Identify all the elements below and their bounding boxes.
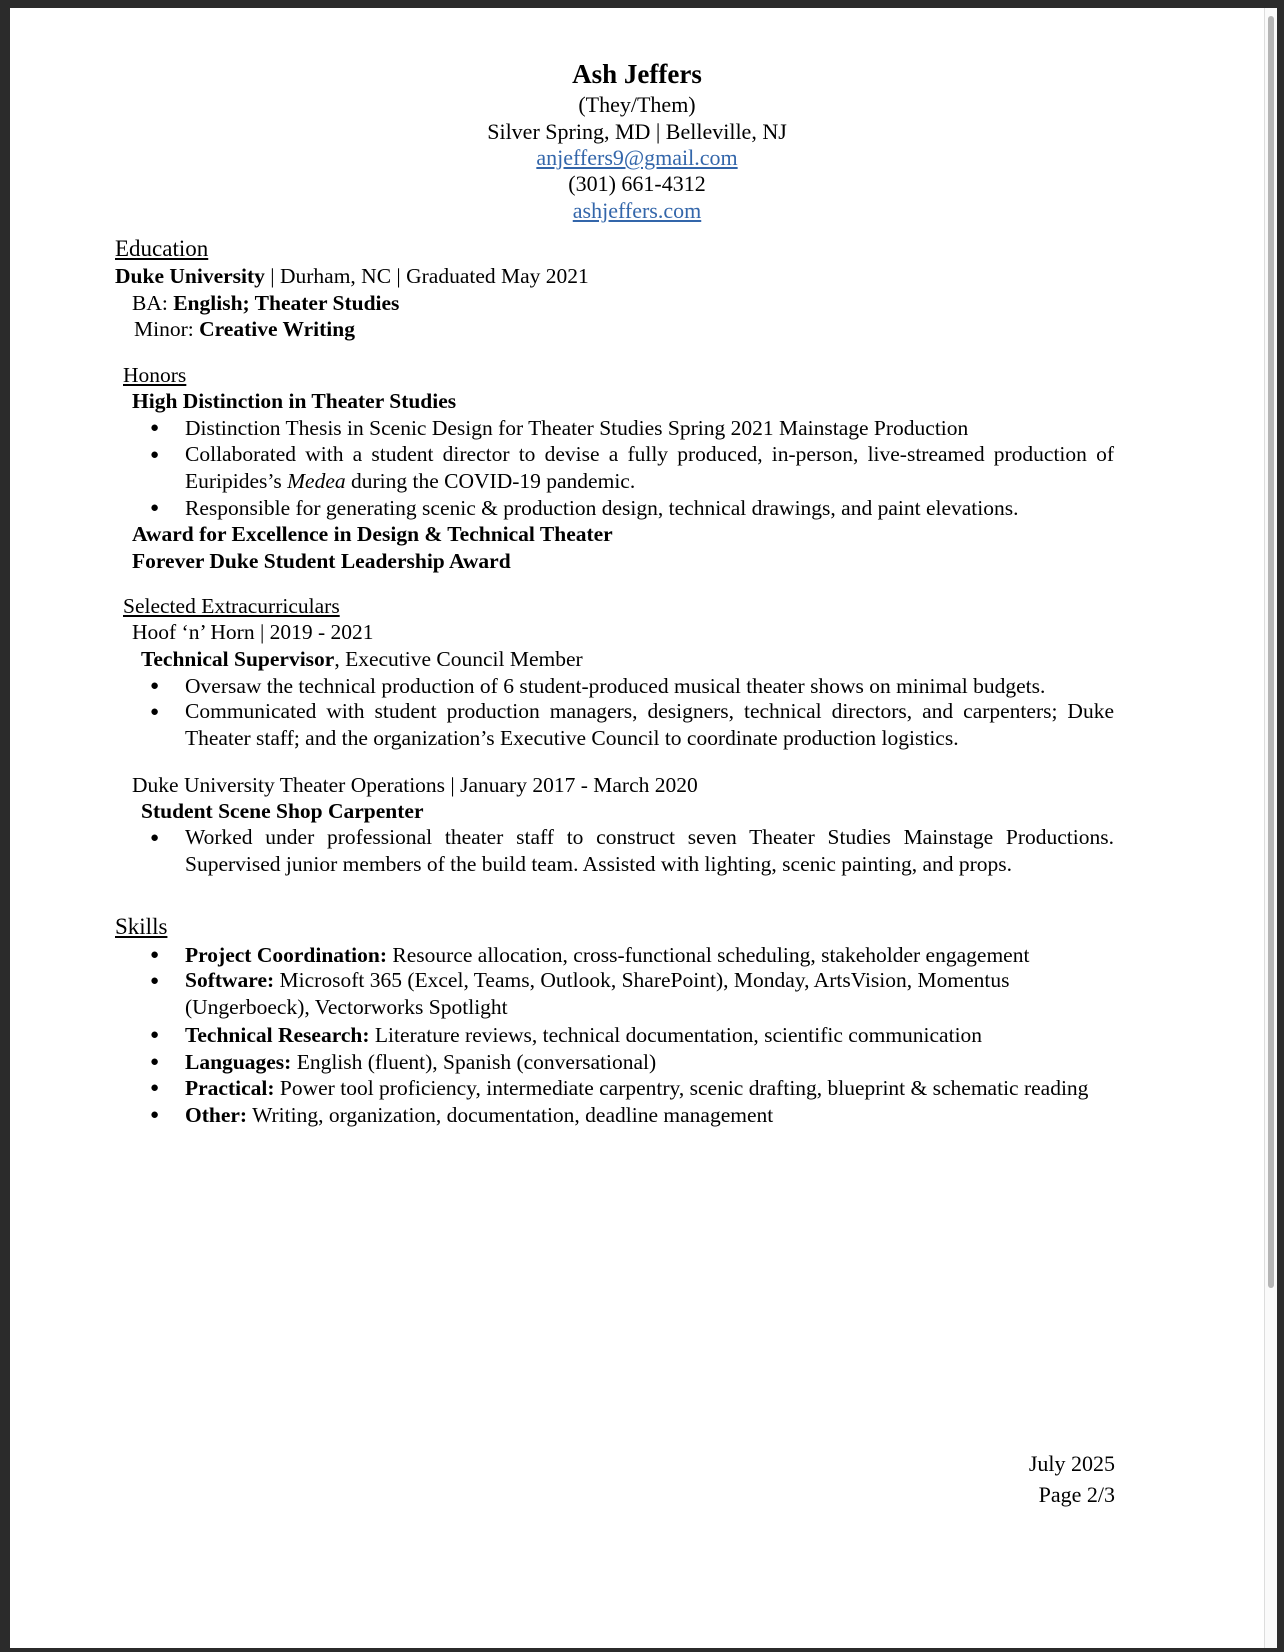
degree-label: BA: bbox=[132, 291, 174, 315]
location: Silver Spring, MD | Belleville, NJ bbox=[487, 119, 787, 144]
org-1-role-rest: , Executive Council Member bbox=[334, 647, 583, 671]
website-row bbox=[10, 197, 1264, 225]
document-page bbox=[10, 8, 1264, 1648]
website-link[interactable]: ashjeffers.com bbox=[572, 198, 702, 223]
education-heading: Education bbox=[115, 236, 209, 261]
skill-label: Languages: bbox=[185, 1050, 292, 1074]
bullet-icon: ● bbox=[150, 447, 160, 463]
skill-item bbox=[185, 967, 1035, 1021]
school-name: Duke University bbox=[115, 264, 265, 288]
bullet-icon: ● bbox=[150, 704, 160, 720]
honors-title-2: Award for Excellence in Design & Technical Theater bbox=[132, 522, 613, 546]
bullet-icon: ● bbox=[150, 947, 160, 963]
email-link[interactable]: anjeffers9@gmail.com bbox=[536, 145, 738, 170]
org-1-role bbox=[141, 645, 583, 673]
minor-label: Minor: bbox=[134, 317, 200, 341]
honors-bullet-1: Distinction Thesis in Scenic Design for Theater Studies Spring 2021 Mainstage Production bbox=[185, 416, 969, 440]
org-1-bullet-2: Communicated with student production managers, designers, technical directors, and carpenters; Duke Theater staff; and the organization’s Executive Council to coordinate production logistics. bbox=[185, 699, 1114, 750]
skill-text: English (fluent), Spanish (conversational) bbox=[291, 1050, 657, 1074]
skill-text: Literature reviews, technical documentation, scientific communication bbox=[369, 1023, 983, 1047]
skill-text: Power tool proficiency, intermediate carpentry, scenic drafting, blueprint & schematic reading bbox=[274, 1076, 1089, 1100]
vertical-scrollbar[interactable] bbox=[1264, 8, 1277, 1648]
honors-bullet-3: Responsible for generating scenic & production design, technical drawings, and paint elevations. bbox=[185, 496, 1019, 520]
bullet-icon: ● bbox=[150, 1054, 160, 1070]
bullet-icon: ● bbox=[150, 678, 160, 694]
degree-line bbox=[132, 289, 399, 317]
bullet-icon: ● bbox=[150, 500, 160, 516]
bullet-icon: ● bbox=[150, 973, 160, 989]
skill-label: Other: bbox=[185, 1103, 248, 1127]
honors-bullet-2 bbox=[185, 441, 1114, 495]
skill-item bbox=[185, 941, 1029, 969]
org-1-role-title: Technical Supervisor bbox=[141, 647, 335, 671]
org-1-bullet-1: Oversaw the technical production of 6 student-produced musical theater shows on minimal budgets. bbox=[185, 674, 1046, 698]
phone: (301) 661-4312 bbox=[568, 171, 706, 196]
org-2: Duke University Theater Operations | January 2017 - March 2020 bbox=[132, 773, 698, 797]
honors-bullet-2-italic: Medea bbox=[287, 469, 346, 493]
skill-label: Practical: bbox=[185, 1076, 275, 1100]
email-row bbox=[10, 144, 1264, 172]
minor-line bbox=[134, 315, 355, 343]
extracurriculars-heading: Selected Extracurriculars bbox=[123, 594, 340, 618]
education-school-line bbox=[115, 262, 589, 290]
honors-bullet-2-text: Collaborated with a student director to devise a fully produced, in-person, live-streamed production of Euripides’s bbox=[185, 442, 1114, 493]
skill-label: Technical Research: bbox=[185, 1023, 370, 1047]
skill-text: Writing, organization, documentation, deadline management bbox=[247, 1103, 774, 1127]
skill-item bbox=[185, 1048, 656, 1076]
skill-item bbox=[185, 1021, 982, 1049]
honors-bullet-2-end: during the COVID-19 pandemic. bbox=[345, 469, 636, 493]
honors-title-3: Forever Duke Student Leadership Award bbox=[132, 549, 511, 573]
page-number: Page 2/3 bbox=[1038, 1482, 1115, 1507]
org-1: Hoof ‘n’ Horn | 2019 - 2021 bbox=[132, 620, 374, 644]
skill-text: Microsoft 365 (Excel, Teams, Outlook, SharePoint), Monday, ArtsVision, Momentus (Ungerboeck), Vectorworks Spotlight bbox=[185, 968, 1010, 1019]
degree: English; Theater Studies bbox=[173, 291, 400, 315]
scrollbar-thumb[interactable] bbox=[1268, 16, 1274, 1288]
org-2-bullet-1: Worked under professional theater staff to construct seven Theater Studies Mainstage Productions. Supervised junior members of the build team. Assisted with lighting, scenic painting, and props. bbox=[185, 825, 1114, 876]
bullet-icon: ● bbox=[150, 1027, 160, 1043]
org-2-role: Student Scene Shop Carpenter bbox=[141, 799, 424, 823]
pronouns: (They/Them) bbox=[578, 92, 696, 117]
skill-label: Software: bbox=[185, 968, 275, 992]
skills-heading: Skills bbox=[115, 914, 168, 939]
bullet-icon: ● bbox=[150, 830, 160, 846]
bullet-icon: ● bbox=[150, 1080, 160, 1096]
bullet-icon: ● bbox=[150, 420, 160, 436]
footer-date: July 2025 bbox=[1028, 1451, 1115, 1476]
minor: Creative Writing bbox=[199, 317, 355, 341]
skill-text: Resource allocation, cross-functional scheduling, stakeholder engagement bbox=[387, 943, 1030, 967]
skill-item bbox=[185, 1101, 773, 1129]
candidate-name: Ash Jeffers bbox=[572, 59, 702, 89]
skill-item bbox=[185, 1074, 1088, 1102]
honors-title-1: High Distinction in Theater Studies bbox=[132, 389, 457, 413]
skill-label: Project Coordination: bbox=[185, 943, 388, 967]
school-details: | Durham, NC | Graduated May 2021 bbox=[264, 264, 589, 288]
honors-heading: Honors bbox=[123, 363, 187, 387]
bullet-icon: ● bbox=[150, 1107, 160, 1123]
